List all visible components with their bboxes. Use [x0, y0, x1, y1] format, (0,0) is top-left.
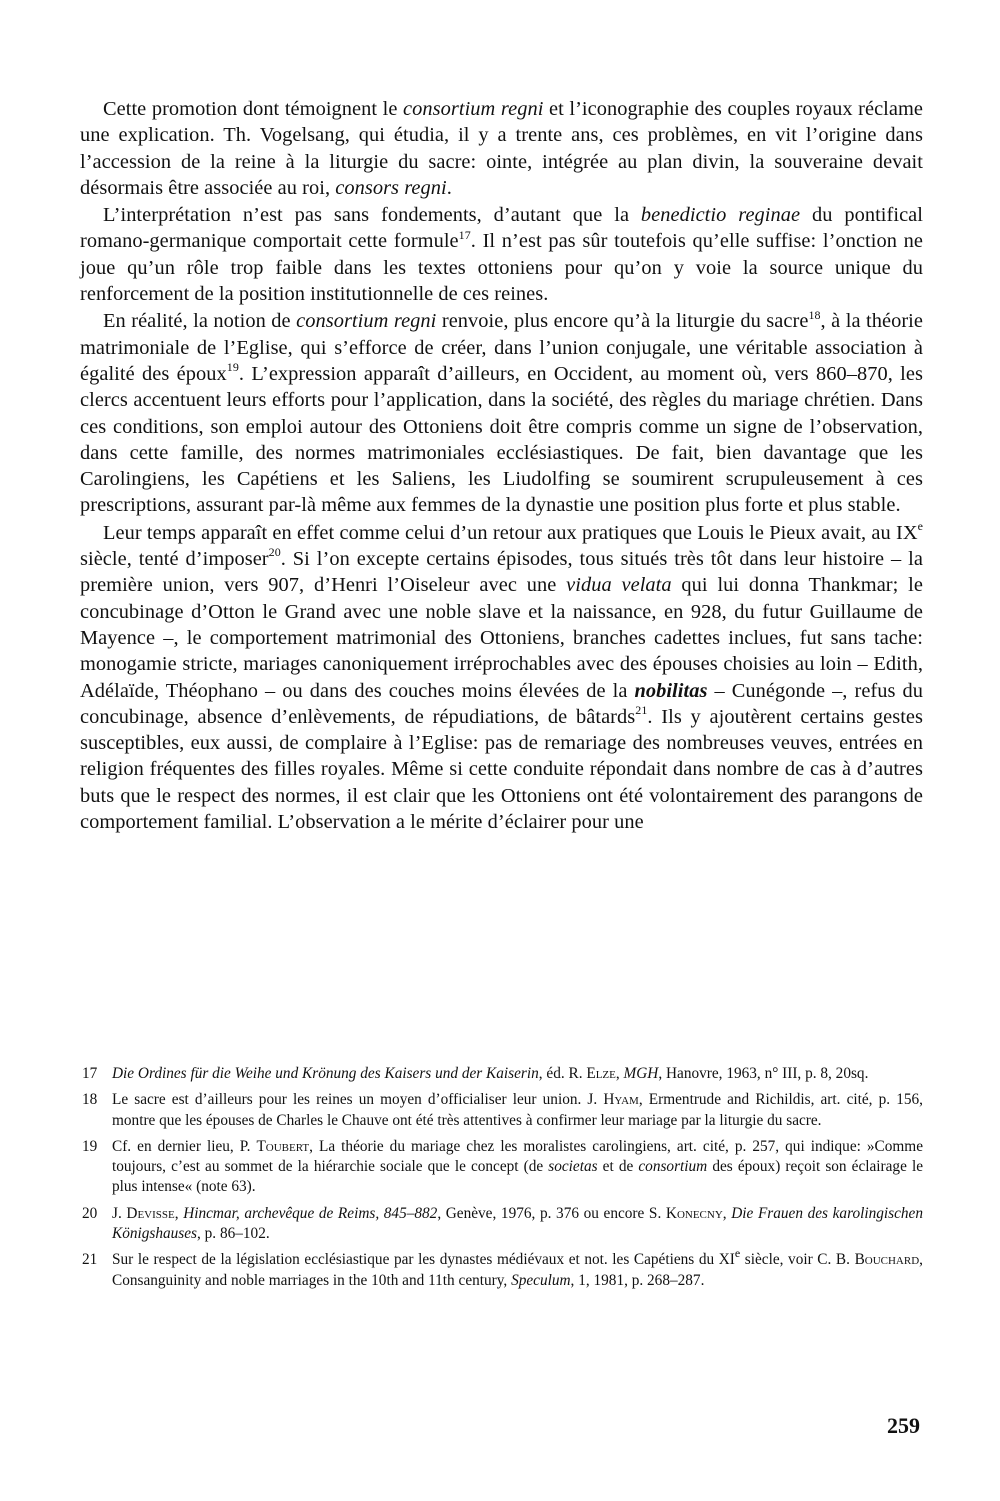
paragraph-3: [80, 308, 923, 518]
text-run: , La théorie du mariage chez les moralistes carolingiens, art. cité, p. 257, qui indique: »Comme toujours, c’est au sommet de la hiérarchie sociale que le concept (de: [112, 1137, 923, 1176]
text-run: J.: [112, 1204, 127, 1222]
italic-title: MGH: [623, 1065, 659, 1082]
footnote-ref[interactable]: 17: [458, 227, 471, 242]
author-name: Konecny: [665, 1204, 723, 1222]
text-run: .: [446, 176, 452, 199]
paragraph-2: [80, 202, 923, 307]
text-run: En réalité, la notion de: [103, 310, 297, 333]
text-run: , Genève, 1976, p. 376 ou encore S.: [437, 1204, 666, 1222]
footnote-ref[interactable]: 21: [635, 703, 648, 718]
superscript: e: [917, 518, 923, 533]
author-name: Hyam: [603, 1091, 639, 1109]
footnote-number: 21: [82, 1251, 98, 1269]
italic-title: Die Frauen des karolingischen Königshauses: [112, 1204, 923, 1243]
text-run: , Consanguinity and noble marriages in the 10th and 11th century,: [112, 1251, 923, 1289]
author-name: Elze: [586, 1065, 616, 1082]
text-run: Sur le respect de la législation ecclésiastique par les dynastes médiévaux et not. les Capétiens du XI: [112, 1251, 735, 1269]
main-text: [80, 96, 923, 835]
italic-term: consortium regni: [403, 98, 544, 120]
footnote-number: 19: [82, 1137, 98, 1155]
text-run: ,: [615, 1065, 624, 1082]
text-run: siècle, tenté d’imposer: [80, 548, 269, 571]
footnote-ref[interactable]: 20: [268, 545, 281, 560]
author-name: Devisse: [126, 1204, 175, 1222]
italic-title: Hincmar, archevêque de Reims, 845–882: [183, 1204, 438, 1222]
footnote-text: [112, 1137, 923, 1198]
text-run: , p. 86–102.: [197, 1225, 270, 1243]
text-run: , Ermentrude and Richildis, art. cité, p. 156, montre que les épouses de Charles le Chauve ont été très attentives à confirmer leur mariage par la liturgie du sacre.: [112, 1091, 923, 1129]
author-name: Toubert: [256, 1137, 310, 1155]
footnote-number: 18: [82, 1091, 98, 1109]
italic-term: consors regni: [335, 176, 447, 199]
italic-term: vidua velata: [566, 574, 672, 597]
italic-term: societas: [548, 1158, 598, 1176]
footnote-number: 17: [82, 1065, 98, 1082]
text-run: , 1, 1981, p. 268–287.: [570, 1271, 705, 1289]
italic-term: consortium: [638, 1158, 708, 1176]
footnote-text: [112, 1204, 923, 1245]
footnote-21: [80, 1246, 923, 1291]
text-run: renvoie, plus encore qu’à la liturgie du sacre: [436, 310, 809, 333]
footnotes: [80, 1064, 923, 1297]
italic-title: Die Ordines für die Weihe und Krönung des Kaisers und der Kaiserin: [112, 1065, 539, 1082]
author-name: Bouchard: [854, 1251, 920, 1269]
footnote-20: [80, 1204, 923, 1245]
text-run: , à la théorie matrimoniale de l’Eglise, qui s’efforce de créer, dans l’union conjugale, une véritable association à égalité des époux: [80, 310, 923, 385]
footnote-text: [112, 1064, 923, 1084]
text-run: du pontifical romano-germanique comportait cette formule: [80, 204, 923, 253]
text-run: ,: [722, 1204, 732, 1222]
footnote-18: [80, 1090, 923, 1131]
text-run: Cf. en dernier lieu, P.: [112, 1137, 257, 1155]
text-run: Cette promotion dont témoignent le: [103, 98, 404, 120]
paragraph-4: [80, 520, 923, 836]
text-run: . L’expression apparaît d’ailleurs, en Occident, au moment où, vers 860–870, les clercs accentuent leurs efforts pour l’application, dans la société, des règles du mariage chrétien. Dans ces conditions, son emploi autour des Ottoniens doit être compris comme un signe de l’observation, dans cette famille, des normes matrimoniales ecclésiastiques. De fait, bien davantage que les Carolingiens, les Capétiens et les Saliens, les Liudolfing se soumirent scrupuleusement à ces prescriptions, assurant par-là même aux femmes de la dynastie une position plus forte et plus stable.: [80, 362, 923, 517]
footnote-19: [80, 1137, 923, 1198]
italic-title: Speculum: [511, 1271, 571, 1289]
paragraph-1: [80, 96, 923, 201]
text-run: Leur temps apparaît en effet comme celui d’un retour aux pratiques que Louis le Pieux avait, au IX: [103, 521, 918, 544]
footnote-17: [80, 1064, 923, 1084]
footnote-ref[interactable]: 19: [226, 360, 239, 375]
footnote-text: [112, 1090, 923, 1131]
text-run: et de: [597, 1158, 639, 1176]
text-run: . Il n’est pas sûr toutefois qu’elle suffise: l’onction ne joue qu’un rôle trop faible dans les textes ottoniens pour qu’on y voie la source unique du renforcement de la position institutionnelle de ces reines.: [80, 230, 923, 306]
footnote-text: [112, 1246, 923, 1291]
footnote-number: 20: [82, 1204, 98, 1222]
text-run: Le sacre est d’ailleurs pour les reines un moyen d’officialiser leur union. J.: [112, 1091, 604, 1109]
text-run: , Hanovre, 1963, n° III, p. 8, 20sq.: [658, 1065, 869, 1082]
page-number: 259: [887, 1413, 920, 1438]
italic-term: benedictio reginae: [640, 204, 801, 227]
text-run: , éd. R.: [538, 1065, 587, 1082]
text-run: siècle, voir C. B.: [740, 1251, 855, 1269]
text-run: qui lui donna Thankmar; le concubinage d’Otton le Grand avec une noble slave et la naissance, en 928, du futur Guillaume de Mayence –, le comportement matrimonial des Ottoniens, branches cadettes inclues, fut sans tache: monogamie stricte, mariages canoniquement irréprochables avec des épouses choisies au loin – Edith, Adélaïde, Théophano – ou dans des couches moins élevées de la: [80, 574, 923, 702]
text-run: . Si l’on excepte certains épisodes, tous situés très tôt dans leur histoire – la première union, vers 907, d’Henri l’Oiseleur avec une: [80, 548, 923, 597]
italic-term: consortium regni: [296, 310, 437, 333]
text-run: et l’iconographie des couples royaux réclame une explication. Th. Vogelsang, qui étudia, il y a trente ans, ces problèmes, en vit l’origine dans l’accession de la reine à la liturgie du sacre: ointe, intégrée au plan divin, la souveraine devait désormais être associée au roi,: [80, 98, 924, 199]
superscript: e: [734, 1246, 741, 1261]
italic-term: nobilitas: [634, 679, 708, 702]
text-run: des époux) reçoit son éclairage le plus intense« (note 63).: [112, 1158, 924, 1196]
text-run: – Cunégonde –, refus du concubinage, absence d’enlèvements, de répudiations, de bâtards: [80, 679, 923, 728]
text-run: . Ils y ajoutèrent certains gestes susceptibles, eux aussi, de complaire à l’Eglise: pas de remariage des nombreuses veuves, entrées en religion fréquentes des filles royales. Même si cette conduite répondait dans nombre de cas à d’autres buts que le respect des normes, il est clair que les Ottoniens ont été volontairement des parangons de comportement familial. L’observation a le mérite d’éclairer pour une: [80, 705, 923, 834]
text-run: ,: [174, 1204, 184, 1222]
footnote-ref[interactable]: 18: [808, 307, 821, 322]
text-run: L’interprétation n’est pas sans fondements, d’autant que la: [103, 204, 641, 227]
